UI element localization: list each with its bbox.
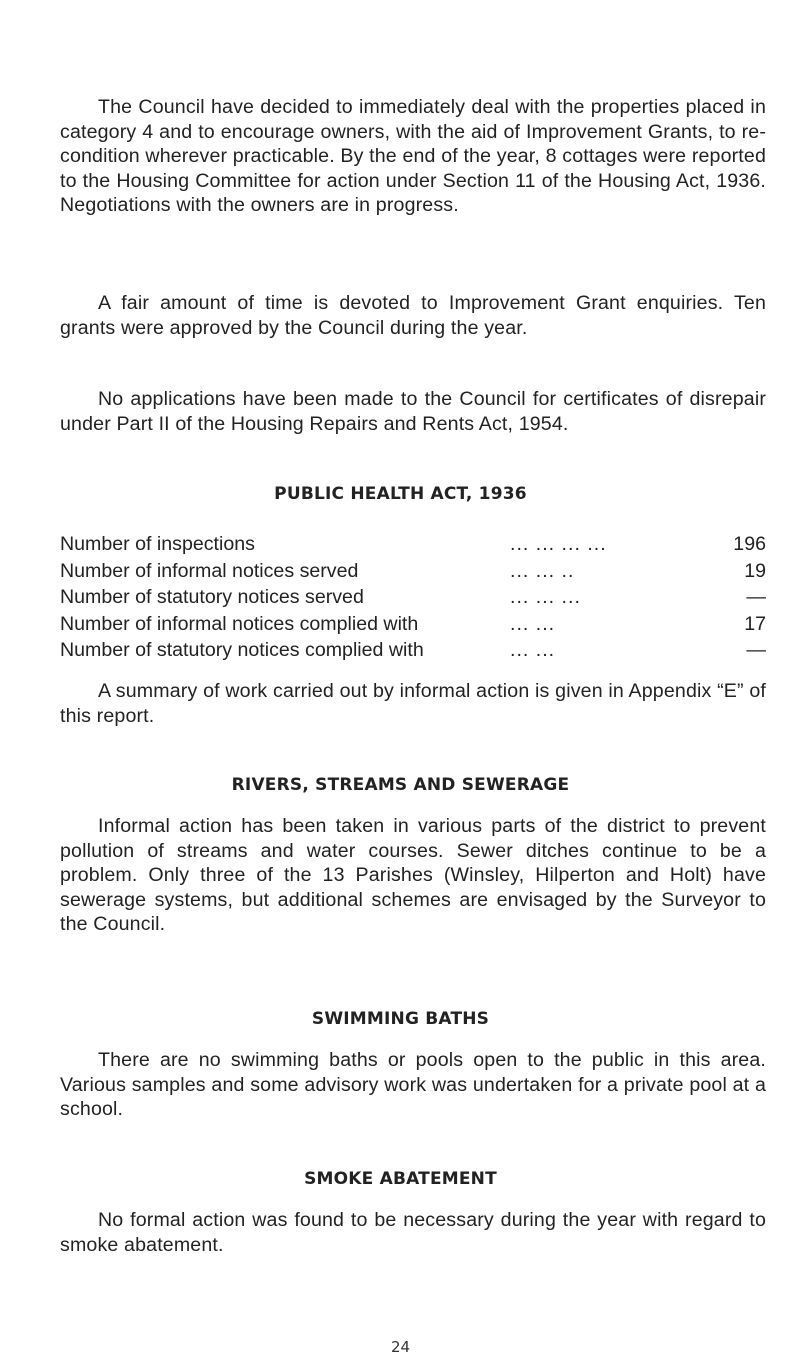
stat-leader-dots: ... ... ... ... bbox=[510, 533, 607, 555]
paragraph-certificates: No applications have been made to the Council for certificates of disrepair under Part II of the Housing Repairs and Rents Act, 1954. bbox=[60, 388, 766, 435]
stat-leader-dots: ... ... bbox=[510, 639, 556, 661]
stat-row bbox=[60, 611, 766, 638]
stat-row bbox=[60, 584, 766, 611]
stat-value: 17 bbox=[744, 612, 766, 635]
stat-leader-dots: ... ... ... bbox=[510, 586, 581, 608]
paragraph-summary: A summary of work carried out by informal action is given in Appendix “E” of this report. bbox=[60, 680, 766, 727]
stat-value: — bbox=[746, 586, 766, 608]
stat-row bbox=[60, 531, 766, 558]
stat-label: Number of informal notices served bbox=[60, 559, 359, 582]
heading-public-health-act: PUBLIC HEALTH ACT, 1936 bbox=[274, 484, 527, 504]
stat-row bbox=[60, 558, 766, 585]
stat-value: 19 bbox=[744, 559, 766, 582]
stat-leader-dots: ... ... bbox=[510, 612, 556, 635]
stat-label: Number of informal notices complied with bbox=[60, 612, 419, 635]
heading-rivers-streams-sewerage: RIVERS, STREAMS AND SEWERAGE bbox=[231, 775, 570, 795]
stat-value: 196 bbox=[733, 533, 766, 555]
stat-label: Number of statutory notices served bbox=[60, 586, 364, 608]
stat-label: Number of inspections bbox=[60, 533, 255, 555]
paragraph-rivers: Informal action has been taken in various parts of the district to prevent pollution of streams and water courses. Sewer ditches continue to be a problem. Only three of the 13 Parishes (Winsley, Hilperton and Holt) have sewerage systems, but additional schemes are envisaged by the Surveyor to the Council. bbox=[60, 815, 766, 935]
paragraph-improvement-grants: A fair amount of time is devoted to Improvement Grant enquiries. Ten grants were approved by the Council during the year. bbox=[60, 292, 766, 339]
paragraph-smoke: No formal action was found to be necessary during the year with regard to smoke abatement. bbox=[60, 1209, 766, 1256]
stat-value: — bbox=[746, 639, 766, 661]
heading-swimming-baths: SWIMMING BATHS bbox=[311, 1009, 490, 1029]
stat-label: Number of statutory notices complied with bbox=[60, 639, 424, 661]
stat-row bbox=[60, 637, 766, 664]
public-health-stats-table bbox=[60, 531, 766, 664]
heading-smoke-abatement: SMOKE ABATEMENT bbox=[304, 1169, 497, 1189]
stat-leader-dots: ... ... .. bbox=[510, 559, 575, 582]
paragraph-swimming: There are no swimming baths or pools open to the public in this area. Various samples and some advisory work was undertaken for a private pool at a school. bbox=[60, 1049, 766, 1120]
page-number: 24 bbox=[390, 1338, 411, 1356]
paragraph-housing-action: The Council have decided to immediately deal with the properties placed in category 4 and to encourage owners, with the aid of Improvement Grants, to re-condition wherever practicable. By the end of the year, 8 cottages were reported to the Housing Committee for action under Section 11 of the Housing Act, 1936. Negotiations with the owners are in progress. bbox=[60, 96, 766, 216]
